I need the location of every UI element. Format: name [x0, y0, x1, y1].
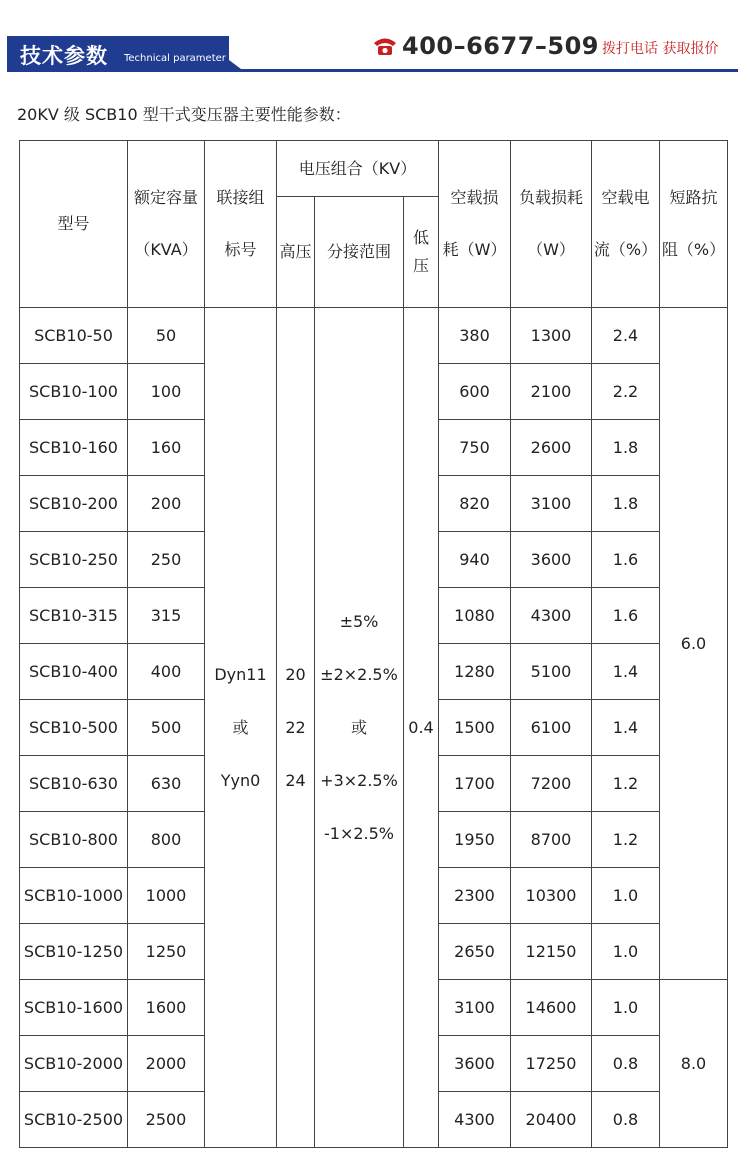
spec-table [19, 140, 728, 1148]
cell-no-load-loss: 1700 [439, 756, 511, 812]
cell-capacity: 160 [128, 420, 205, 476]
cell-no-load-loss: 600 [439, 364, 511, 420]
header-load-loss [511, 141, 592, 308]
tap-range-line-3: 或 [350, 717, 367, 737]
cell-model: SCB10-400 [20, 644, 128, 700]
cell-no-load-current: 1.2 [592, 756, 660, 812]
cell-high-voltage-merged [277, 308, 315, 1148]
cell-tap-range-merged [315, 308, 404, 1148]
cell-model: SCB10-50 [20, 308, 128, 364]
header-impedance-line1: 短路抗 [669, 188, 718, 207]
header-no-load-current-line1: 空载电 [601, 188, 650, 207]
connection-line-3: Yyn0 [220, 770, 261, 790]
cell-no-load-current: 2.2 [592, 364, 660, 420]
header-low-voltage-line2: 压 [412, 256, 429, 275]
cell-impedance-group-1: 6.0 [660, 308, 728, 980]
cell-capacity: 50 [128, 308, 205, 364]
header-low-voltage [404, 197, 439, 308]
cell-no-load-current: 2.4 [592, 308, 660, 364]
cell-model: SCB10-2500 [20, 1092, 128, 1148]
header-capacity [128, 141, 205, 308]
header-voltage-group: 电压组合（KV） [277, 141, 439, 197]
cell-no-load-loss: 1080 [439, 588, 511, 644]
header-low-voltage-line1: 低 [412, 228, 429, 247]
cell-no-load-current: 1.6 [592, 532, 660, 588]
cell-no-load-current: 1.0 [592, 980, 660, 1036]
cell-load-loss: 3600 [511, 532, 592, 588]
header-capacity-line2: （KVA） [134, 240, 198, 259]
table-row [20, 308, 728, 364]
cell-load-loss: 7200 [511, 756, 592, 812]
cell-capacity: 2000 [128, 1036, 205, 1092]
cell-capacity: 1000 [128, 868, 205, 924]
cell-load-loss: 10300 [511, 868, 592, 924]
header-model: 型号 [20, 141, 128, 308]
cell-no-load-loss: 1500 [439, 700, 511, 756]
cell-load-loss: 3100 [511, 476, 592, 532]
cell-no-load-current: 0.8 [592, 1092, 660, 1148]
cell-capacity: 500 [128, 700, 205, 756]
page-title: 技术参数 [20, 44, 108, 68]
cell-capacity: 400 [128, 644, 205, 700]
high-voltage-line-3: 24 [285, 770, 306, 790]
cell-model: SCB10-160 [20, 420, 128, 476]
phone-number[interactable]: 400–6677–509 [402, 32, 599, 60]
cell-no-load-loss: 3600 [439, 1036, 511, 1092]
cell-impedance-group-2: 8.0 [660, 980, 728, 1148]
cell-capacity: 250 [128, 532, 205, 588]
cell-no-load-current: 1.4 [592, 700, 660, 756]
cell-model: SCB10-500 [20, 700, 128, 756]
page-subtitle: Technical parameter [124, 53, 226, 64]
header-impedance [660, 141, 728, 308]
cell-no-load-current: 1.0 [592, 924, 660, 980]
cell-no-load-loss: 380 [439, 308, 511, 364]
cell-load-loss: 12150 [511, 924, 592, 980]
cell-load-loss: 20400 [511, 1092, 592, 1148]
header-no-load-loss-line1: 空载损 [450, 188, 499, 207]
cell-load-loss: 6100 [511, 700, 592, 756]
cell-model: SCB10-1000 [20, 868, 128, 924]
header-load-loss-line2: （W） [527, 240, 575, 259]
cell-no-load-current: 1.0 [592, 868, 660, 924]
cell-load-loss: 14600 [511, 980, 592, 1036]
connection-line-1: Dyn11 [214, 664, 267, 684]
tap-range-line-2: ±2×2.5% [320, 664, 398, 684]
cell-capacity: 200 [128, 476, 205, 532]
cell-model: SCB10-100 [20, 364, 128, 420]
tap-range-line-4: +3×2.5% [320, 770, 398, 790]
cell-no-load-loss: 940 [439, 532, 511, 588]
cell-load-loss: 2600 [511, 420, 592, 476]
cell-model: SCB10-800 [20, 812, 128, 868]
cell-no-load-loss: 2300 [439, 868, 511, 924]
cell-no-load-loss: 820 [439, 476, 511, 532]
header-connection-line1: 联接组 [216, 188, 265, 207]
cell-capacity: 1250 [128, 924, 205, 980]
cell-no-load-loss: 1280 [439, 644, 511, 700]
cell-no-load-loss: 1950 [439, 812, 511, 868]
header-tap-range: 分接范围 [315, 197, 404, 308]
cell-capacity: 2500 [128, 1092, 205, 1148]
header-connection-line2: 标号 [224, 240, 257, 259]
tap-range-line-1: ±5% [339, 611, 379, 631]
header-high-voltage: 高压 [277, 197, 315, 308]
cell-no-load-current: 1.6 [592, 588, 660, 644]
call-for-quote-link[interactable]: 拨打电话 获取报价 [602, 41, 719, 57]
header-load-loss-line1: 负载损耗 [518, 188, 583, 207]
cell-no-load-current: 1.8 [592, 420, 660, 476]
header-no-load-current-line2: 流（%） [593, 240, 658, 259]
header [0, 0, 750, 78]
cell-no-load-loss: 750 [439, 420, 511, 476]
cell-model: SCB10-315 [20, 588, 128, 644]
cell-low-voltage-merged: 0.4 [404, 308, 439, 1148]
cell-load-loss: 5100 [511, 644, 592, 700]
cell-no-load-current: 1.2 [592, 812, 660, 868]
header-no-load-loss-line2: 耗（W） [442, 240, 507, 259]
table-intro: 20KV 级 SCB10 型干式变压器主要性能参数： [17, 105, 351, 124]
cell-no-load-loss: 3100 [439, 980, 511, 1036]
cell-capacity: 100 [128, 364, 205, 420]
cell-load-loss: 8700 [511, 812, 592, 868]
cell-load-loss: 17250 [511, 1036, 592, 1092]
cell-capacity: 1600 [128, 980, 205, 1036]
cell-no-load-loss: 2650 [439, 924, 511, 980]
cell-capacity: 630 [128, 756, 205, 812]
header-impedance-line2: 阻（%） [661, 240, 726, 259]
cell-no-load-loss: 4300 [439, 1092, 511, 1148]
cell-model: SCB10-1250 [20, 924, 128, 980]
cell-load-loss: 2100 [511, 364, 592, 420]
high-voltage-line-2: 22 [285, 717, 306, 737]
cell-no-load-current: 0.8 [592, 1036, 660, 1092]
header-connection [205, 141, 277, 308]
cell-load-loss: 1300 [511, 308, 592, 364]
cell-model: SCB10-200 [20, 476, 128, 532]
cell-no-load-current: 1.4 [592, 644, 660, 700]
cell-no-load-current: 1.8 [592, 476, 660, 532]
connection-line-2: 或 [232, 717, 249, 737]
header-no-load-loss [439, 141, 511, 308]
cell-capacity: 800 [128, 812, 205, 868]
cell-connection-merged [205, 308, 277, 1148]
high-voltage-line-1: 20 [285, 664, 306, 684]
tap-range-line-5: -1×2.5% [323, 823, 394, 843]
cell-model: SCB10-250 [20, 532, 128, 588]
cell-load-loss: 4300 [511, 588, 592, 644]
cell-capacity: 315 [128, 588, 205, 644]
cell-model: SCB10-2000 [20, 1036, 128, 1092]
cell-model: SCB10-630 [20, 756, 128, 812]
cell-model: SCB10-1600 [20, 980, 128, 1036]
phone-icon [371, 35, 399, 57]
header-underline [7, 69, 738, 72]
header-capacity-line1: 额定容量 [133, 188, 198, 207]
header-no-load-current [592, 141, 660, 308]
